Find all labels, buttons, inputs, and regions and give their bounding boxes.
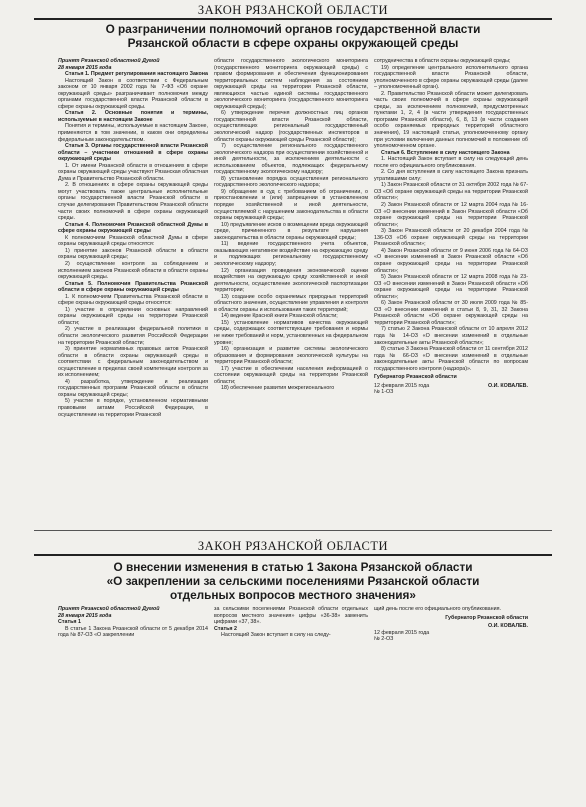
law1-banner: ЗАКОН РЯЗАНСКОЙ ОБЛАСТИ	[34, 2, 552, 20]
law1-adopted-date: 28 января 2015 года	[58, 64, 112, 71]
law2-title-line1: О внесении изменения в статью 1 Закона Рязанской области	[113, 560, 473, 574]
law1-col2-p6: 11) ведение государственного учета объектов, оказывающих негативное воздействие на окружающую среду и подлежащих региональному государственному экологическому надзору;	[214, 241, 368, 267]
law1-col3-p6: 1) Закон Рязанской области от 31 октября 2002 года № 67-ОЗ «Об охране окружающей среды на территории Рязанской области»;	[374, 182, 528, 202]
law2-col1-heading: Статья 1	[58, 619, 81, 626]
law1-col1-p1: Настоящий Закон в соответствии с Федеральным законом от 10 января 2002 года № 7-ФЗ «Об охране окружающей среды» разграничивает полномочия между органами государственной власти Рязанской области в сфере охраны окружающей среды.	[58, 77, 208, 110]
law1-col1-p6: 2. В отношениях в сфере охраны окружающей среды могут участвовать также центральные исполнительные органы государственной власти Рязанской области в случае делегирования Правительством Рязанской области части своих полномочий в сфере охраны окружающей среды.	[58, 182, 208, 222]
law1-col3-p5: 2. Со дня вступления в силу настоящего Закона признать утратившими силу:	[374, 169, 528, 182]
law1-col2-p2: 7) осуществление регионального государственного экологического надзора при осуществлении хозяйственной и иной деятельности, за исключением деятельности с использованием объектов, подлежащих федеральному государственному экологическому надзору;	[214, 143, 368, 176]
law1-col1-p4: Статья 3. Органы государственной власти Рязанской области – участники отношений в сфере охраны окружающей среды	[58, 143, 208, 163]
law2-title-line2: «О закреплении за сельскими поселениями Рязанской области	[106, 574, 480, 588]
law1-column-2	[214, 58, 368, 392]
law1-col2-p11: 16) организация и развитие системы экологического образования и формирования экологической культуры на территории Рязанской области;	[214, 346, 368, 366]
law1-col3-p11: 6) Закон Рязанской области от 30 июля 2009 года № 85-ОЗ «О внесении изменений в статьи 8, 9, 31, 32 Закона Рязанской области «Об охране окружающей среды на территории Рязанской области»;	[374, 300, 528, 326]
law2-signature	[374, 615, 528, 622]
law1-sign-date: 12 февраля 2015 года	[374, 382, 430, 389]
law1-col3-p12: 7) статью 2 Закона Рязанской области от 10 апреля 2012 года № 14-ОЗ «О внесении изменений в отдельные законодательные акты Рязанской области»;	[374, 326, 528, 346]
law1-col3-p9: 4) Закон Рязанской области от 9 июня 2006 года № 64-ОЗ «О внесении изменений в Закон Рязанской области «Об охране окружающей среды на территории Рязанской области»;	[374, 247, 528, 274]
law1-col1-p5: 1. От имени Рязанской области в отношениях в сфере охраны окружающей среды участвуют Рязанская областная Дума и Правительство Рязанской области.	[58, 162, 208, 182]
law1-col1-p12: 1. К полномочиям Правительства Рязанской области в сфере охраны окружающей среды относятся:	[58, 293, 208, 307]
law2-adopted: Принят Рязанской областной Думой	[58, 606, 160, 612]
law1-col2-p0: области государственного экологического мониторинга (государственного мониторинга окружающей среды) с правом формирования и обеспечения функционирования территориальных систем наблюдения за состоянием окружающей среды на территории Рязанской области, являющихся частью единой системы государственного экологического мониторинга (государственного мониторинга окружающей среды);	[214, 58, 368, 110]
law1-col1-p16: 4) разработка, утверждение и реализация государственных программ Рязанской области в области охраны окружающей среды;	[58, 378, 208, 398]
law1-col1-p14: 2) участие в реализации федеральной политики в области экологического развития Российской Федерации на территории Рязанской области;	[58, 326, 208, 346]
law1-col3-p0: сотрудничества в области охраны окружающей среды;	[374, 58, 511, 64]
law1-col2-p1: 6) утверждение перечня должностных лиц органов государственной власти Рязанской области, осуществляющих региональный государственный экологический надзор (государственных инспекторов в области охраны окружающей среды Рязанской области);	[214, 110, 368, 143]
law2-signer-title: Губернатор Рязанской области	[445, 614, 528, 621]
law1-column-1	[58, 58, 208, 418]
law1-col1-p11: Статья 5. Полномочия Правительства Рязанской области в сфере охраны окружающей среды	[58, 280, 208, 294]
law2-col2-text2: Настоящий Закон вступает в силу на следу-	[221, 632, 331, 639]
law1-col3-p3: Статья 6. Вступление в силу настоящего Закона	[381, 149, 510, 156]
law2-col3-text: щий день после его официального опубликования.	[374, 606, 501, 612]
law1-col2-p12: 17) участие в обеспечении населения информацией о состоянии окружающей среды на территории Рязанской области;	[214, 365, 368, 385]
law1-adopted: Принят Рязанской областной Думой	[58, 58, 160, 64]
law2-column-1	[58, 606, 208, 639]
law1-signer-title: Губернатор Рязанской области	[374, 374, 457, 381]
law1-col1-p15: 3) принятие нормативных правовых актов Рязанской области в области охраны окружающей среды в соответствии с федеральным законодательством и осуществление в пределах своей компетенции контроля за их исполнением;	[58, 346, 208, 379]
law2-sign-date: 12 февраля 2015 года	[374, 629, 430, 636]
section-divider	[34, 530, 552, 531]
law1-col3-p13: 8) статью 3 Закона Рязанской области от 11 сентября 2012 года № 66-ОЗ «О внесении изменений в отдельные законодательные акты Рязанской области по вопросам государственного контроля (надзора)».	[374, 346, 528, 372]
law1-col3-p4: 1. Настоящий Закон вступает в силу на следующий день после его официального опубликования.	[374, 156, 528, 169]
law1-column-3	[374, 58, 528, 396]
law1-col1-p8: К полномочиям Рязанской областной Думы в сфере охраны окружающей среды относятся:	[58, 234, 208, 248]
law1-signer-name: О.И. КОВАЛЕВ.	[487, 382, 528, 389]
law2-col2-text: за сельскими поселениями Рязанской области отдельных вопросов местного значения» цифры «36-38» заменить цифрами «37, 38».	[214, 606, 368, 626]
law1-col1-p3: Понятия и термины, используемые в настоящем Законе, применяются в том значении, в каком они определены федеральным законодательством.	[58, 123, 208, 143]
law1-col3-p10: 5) Закон Рязанской области от 12 марта 2008 года № 23-ОЗ «О внесении изменений в Закон Рязанской области «Об охране окружающей среды на территории Рязанской области»;	[374, 274, 528, 300]
law1-col3-p8: 3) Закон Рязанской области от 20 декабря 2004 года № 136-ОЗ «Об охране окружающей среды на территории Рязанской области»;	[374, 228, 528, 248]
law1-col2-p4: 9) обращение в суд с требованием об ограничении, о приостановлении и (или) запрещении в установленном порядке хозяйственной и иной деятельности, осуществляемой с нарушением законодательства в области охраны окружающей среды;	[214, 188, 368, 222]
law1-col3-p2: 2. Правительство Рязанской области может делегировать часть своих полномочий в сфере охраны окружающей среды, за исключением полномочий, предусмотренных пунктами 1, 2, 4 (в части утверждения государственных программ Рязанской области), 6, 8, 13 (в части создания особо охраняемых природных территорий областного значения), 19 настоящей статьи, уполномоченному органу при условии включения данных полномочий в положение об уполномоченном органе.	[374, 90, 528, 150]
law2-banner: ЗАКОН РЯЗАНСКОЙ ОБЛАСТИ	[34, 538, 552, 556]
law1-col1-p17: 5) участие в порядке, установленном нормативными правовыми актами Российской Федерации, в осуществлении на территории Рязанской	[58, 398, 208, 418]
law1-col1-p0: Статья 1. Предмет регулирования настоящего Закона	[65, 71, 208, 78]
law1-col2-p3: 8) установление порядка осуществления регионального государственного экологического надзора;	[214, 175, 368, 189]
law2-signer-name: О.И. КОВАЛЕВ.	[487, 623, 528, 630]
law1-col2-p8: 13) создание особо охраняемых природных территорий областного значения, осуществление управления и контроля в области охраны и использования таких территорий;	[214, 293, 368, 313]
law1-title-line1: О разграничении полномочий органов государственной власти	[105, 22, 481, 36]
law2-adopted-date: 28 января 2015 года	[58, 612, 112, 619]
law1-col1-p13: 1) участие в определении основных направлений охраны окружающей среды на территории Рязанской области;	[58, 306, 208, 326]
law1-col1-p7: Статья 4. Полномочия Рязанской областной Думы в сфере охраны окружающей среды	[58, 221, 208, 235]
law1-col1-p9: 1) принятие законов Рязанской области в области охраны окружающей среды;	[58, 247, 208, 261]
law1-col1-p2: Статья 2. Основные понятия и термины, используемые в настоящем Законе	[58, 110, 208, 123]
law1-col2-p5: 10) предъявление исков о возмещении вреда окружающей среде, причиненного в результате нарушения законодательства в области охраны окружающей среды;	[214, 221, 368, 241]
law2-column-2	[214, 606, 368, 639]
law1-col2-p10: 15) установление нормативов качества окружающей среды, содержащих соответствующие требования и нормы не ниже требований и норм, установленных на федеральном уровне;	[214, 319, 368, 346]
law1-col2-p9: 14) ведение Красной книги Рязанской области;	[221, 313, 338, 320]
law1-col3-p7: 2) Закон Рязанской области от 12 марта 2004 года № 16-ОЗ «О внесении изменений в Закон Рязанской области «Об охране окружающей среды на территории Рязанской области»;	[374, 202, 528, 228]
law1-col2-p7: 12) организация проведения экономической оценки воздействия на окружающую среду хозяйственной и иной деятельности, осуществление экологической паспортизации территории;	[214, 267, 368, 294]
law2-col2-heading: Статья 2	[214, 625, 237, 632]
law1-col1-p10: 2) осуществление контроля за соблюдением и исполнением законов Рязанской области в области охраны окружающей среды.	[58, 260, 208, 281]
law1-col2-p13: 18) обеспечение развития межрегионального	[221, 385, 335, 392]
law2-col1-text: В статье 1 Закона Рязанской области от 5 декабря 2014 года № 87-ОЗ «О закреплении	[58, 625, 208, 639]
law1-signature	[374, 374, 528, 381]
law2-column-3	[374, 606, 528, 643]
law1-sign-number: № 1-ОЗ	[374, 389, 394, 396]
law2-sign-number: № 2-ОЗ	[374, 636, 394, 643]
law1-title-line2: Рязанской области в сфере охраны окружающей среды	[127, 36, 459, 50]
law2-title-line3: отдельных вопросов местного значения»	[170, 588, 416, 602]
law1-col3-p1: 19) определение центрального исполнительного органа государственной власти Рязанской области, уполномоченного в сфере охраны окружающей среды (далее – уполномоченный орган).	[374, 64, 528, 91]
